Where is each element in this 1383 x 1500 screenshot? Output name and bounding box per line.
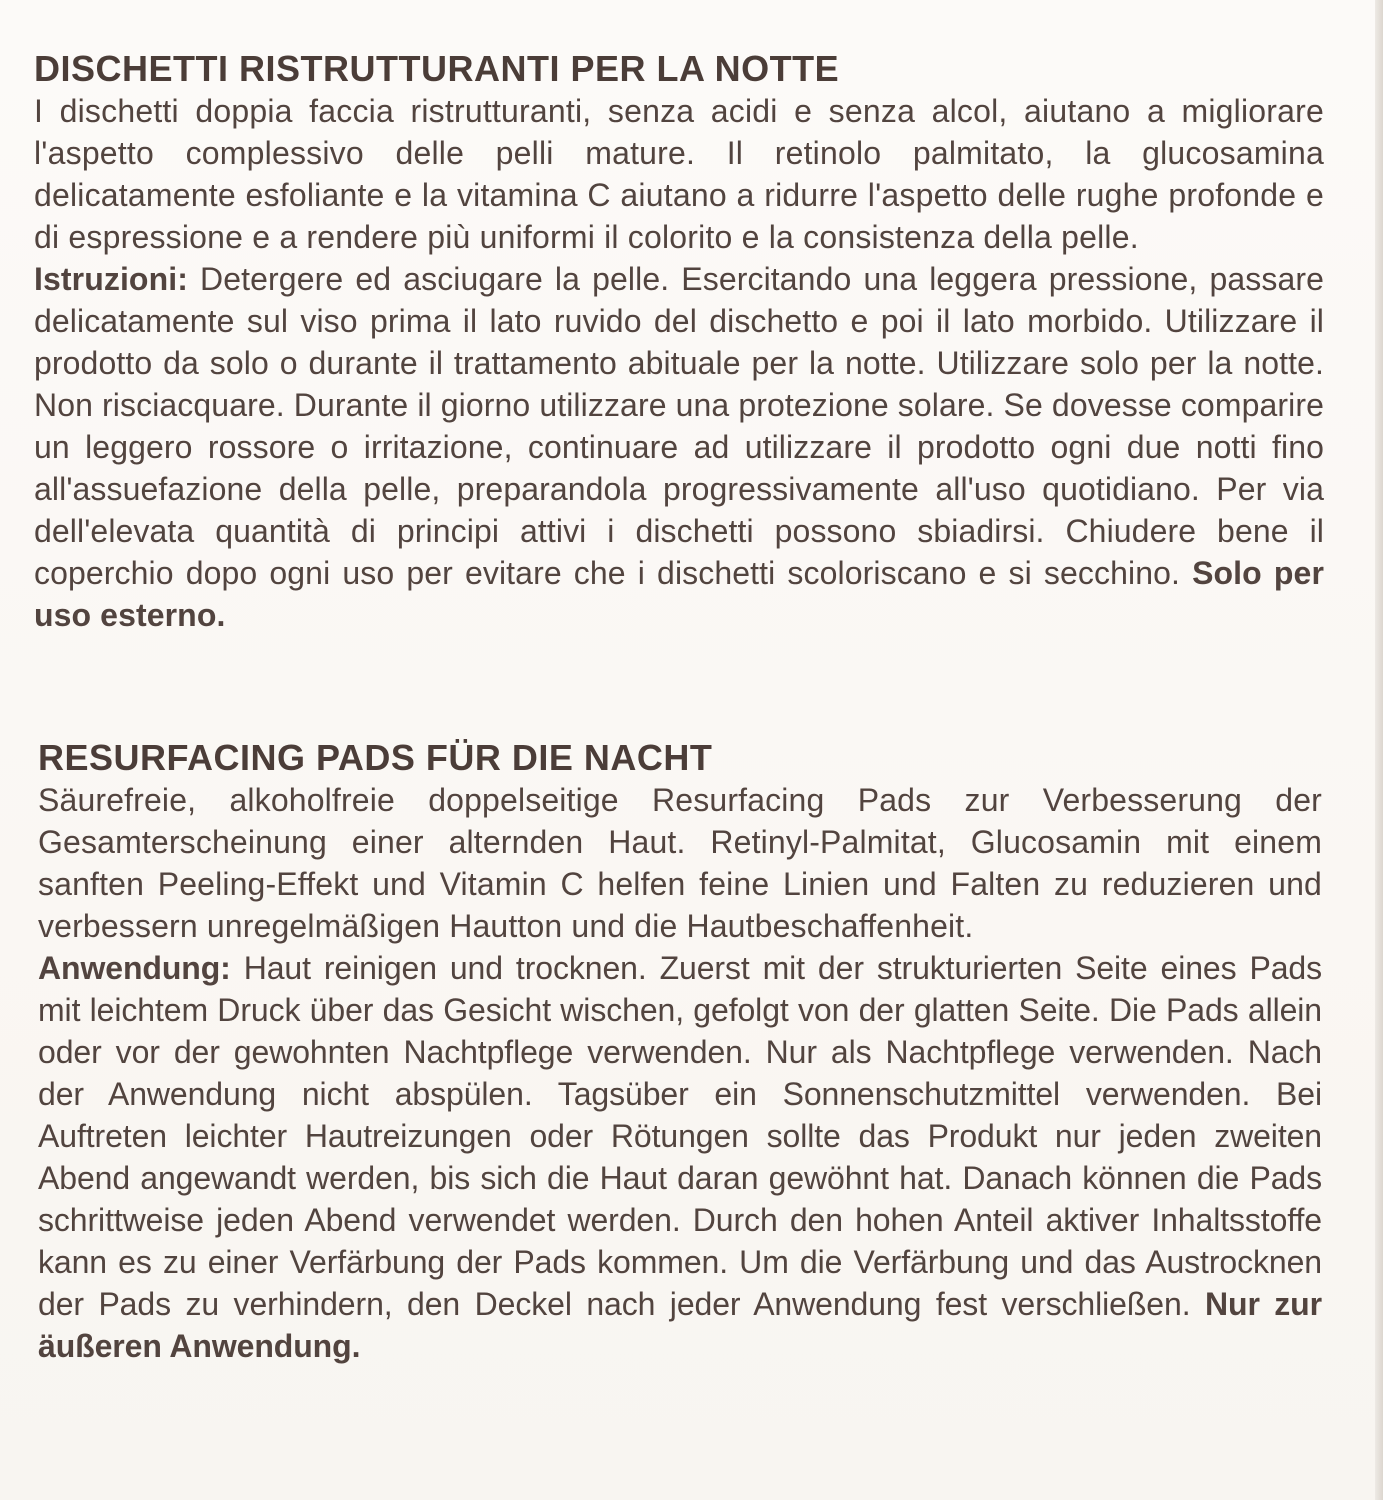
italian-description: I dischetti doppia faccia ristrutturanti, senza acidi e senza alcol, aiutano a migliorare l'aspetto complessivo delle pelli mature. Il retinolo palmitato, la glucosamina delicatamente esfoliante e la vitamina C aiutano a ridurre l'aspetto delle rughe profonde e di espressione e a rendere più uniformi il colorito e la consistenza della pelle. xyxy=(34,93,1324,255)
german-description: Säurefreie, alkoholfreie doppelseitige Resurfacing Pads zur Verbesserung der Gesamterscheinung einer alternden Haut. Retinyl-Palmitat, Glucosamin mit einem sanften Peeling-Effekt und Vitamin C helfen feine Linien und Falten zu reduzieren und verbessern unregelmäßigen Hautton und die Hautbeschaffenheit. xyxy=(38,782,1322,944)
italian-warning: Solo per uso esterno. xyxy=(34,555,1324,633)
package-edge xyxy=(1375,0,1383,1500)
german-instructions-label: Anwendung: xyxy=(38,950,231,986)
italian-instructions-text: Detergere ed asciugare la pelle. Esercitando una leggera pressione, passare delicatamente sul viso prima il lato ruvido del dischetto e poi il lato morbido. Utilizzare il prodotto da solo o durante il trattamento abituale per la notte. Utilizzare solo per la notte. Non risciacquare. Durante il giorno utilizzare una protezione solare. Se dovesse comparire un leggero rossore o irritazione, continuare ad utilizzare il prodotto ogni due notti fino all'assuefazione della pelle, preparandola progressivamente all'uso quotidiano. Per via dell'elevata quantità di principi attivi i dischetti possono sbiadirsi. Chiudere bene il coperchio dopo ogni uso per evitare che i dischetti scoloriscano e si secchino. xyxy=(34,261,1324,591)
italian-section xyxy=(34,48,1324,636)
german-section xyxy=(38,737,1322,1367)
german-title: RESURFACING PADS FÜR DIE NACHT xyxy=(38,737,713,778)
italian-instructions-label: Istruzioni: xyxy=(34,261,188,297)
italian-title: DISCHETTI RISTRUTTURANTI PER LA NOTTE xyxy=(34,48,840,89)
german-warning: Nur zur äußeren Anwendung. xyxy=(38,1286,1322,1364)
german-instructions-text: Haut reinigen und trocknen. Zuerst mit der strukturierten Seite eines Pads mit leichtem Druck über das Gesicht wischen, gefolgt von der glatten Seite. Die Pads allein oder vor der gewohnten Nachtpflege verwenden. Nur als Nachtpflege verwenden. Nach der Anwendung nicht abspülen. Tagsüber ein Sonnenschutzmittel verwenden. Bei Auftreten leichter Hautreizungen oder Rötungen sollte das Produkt nur jeden zweiten Abend angewandt werden, bis sich die Haut daran gewöhnt hat. Danach können die Pads schrittweise jeden Abend verwendet werden. Durch den hohen Anteil aktiver Inhaltsstoffe kann es zu einer Verfärbung der Pads kommen. Um die Verfärbung und das Austrocknen der Pads zu verhindern, den Deckel nach jeder Anwendung fest verschließen. xyxy=(38,950,1322,1322)
italian-instructions xyxy=(34,258,1324,636)
german-instructions xyxy=(38,947,1322,1367)
